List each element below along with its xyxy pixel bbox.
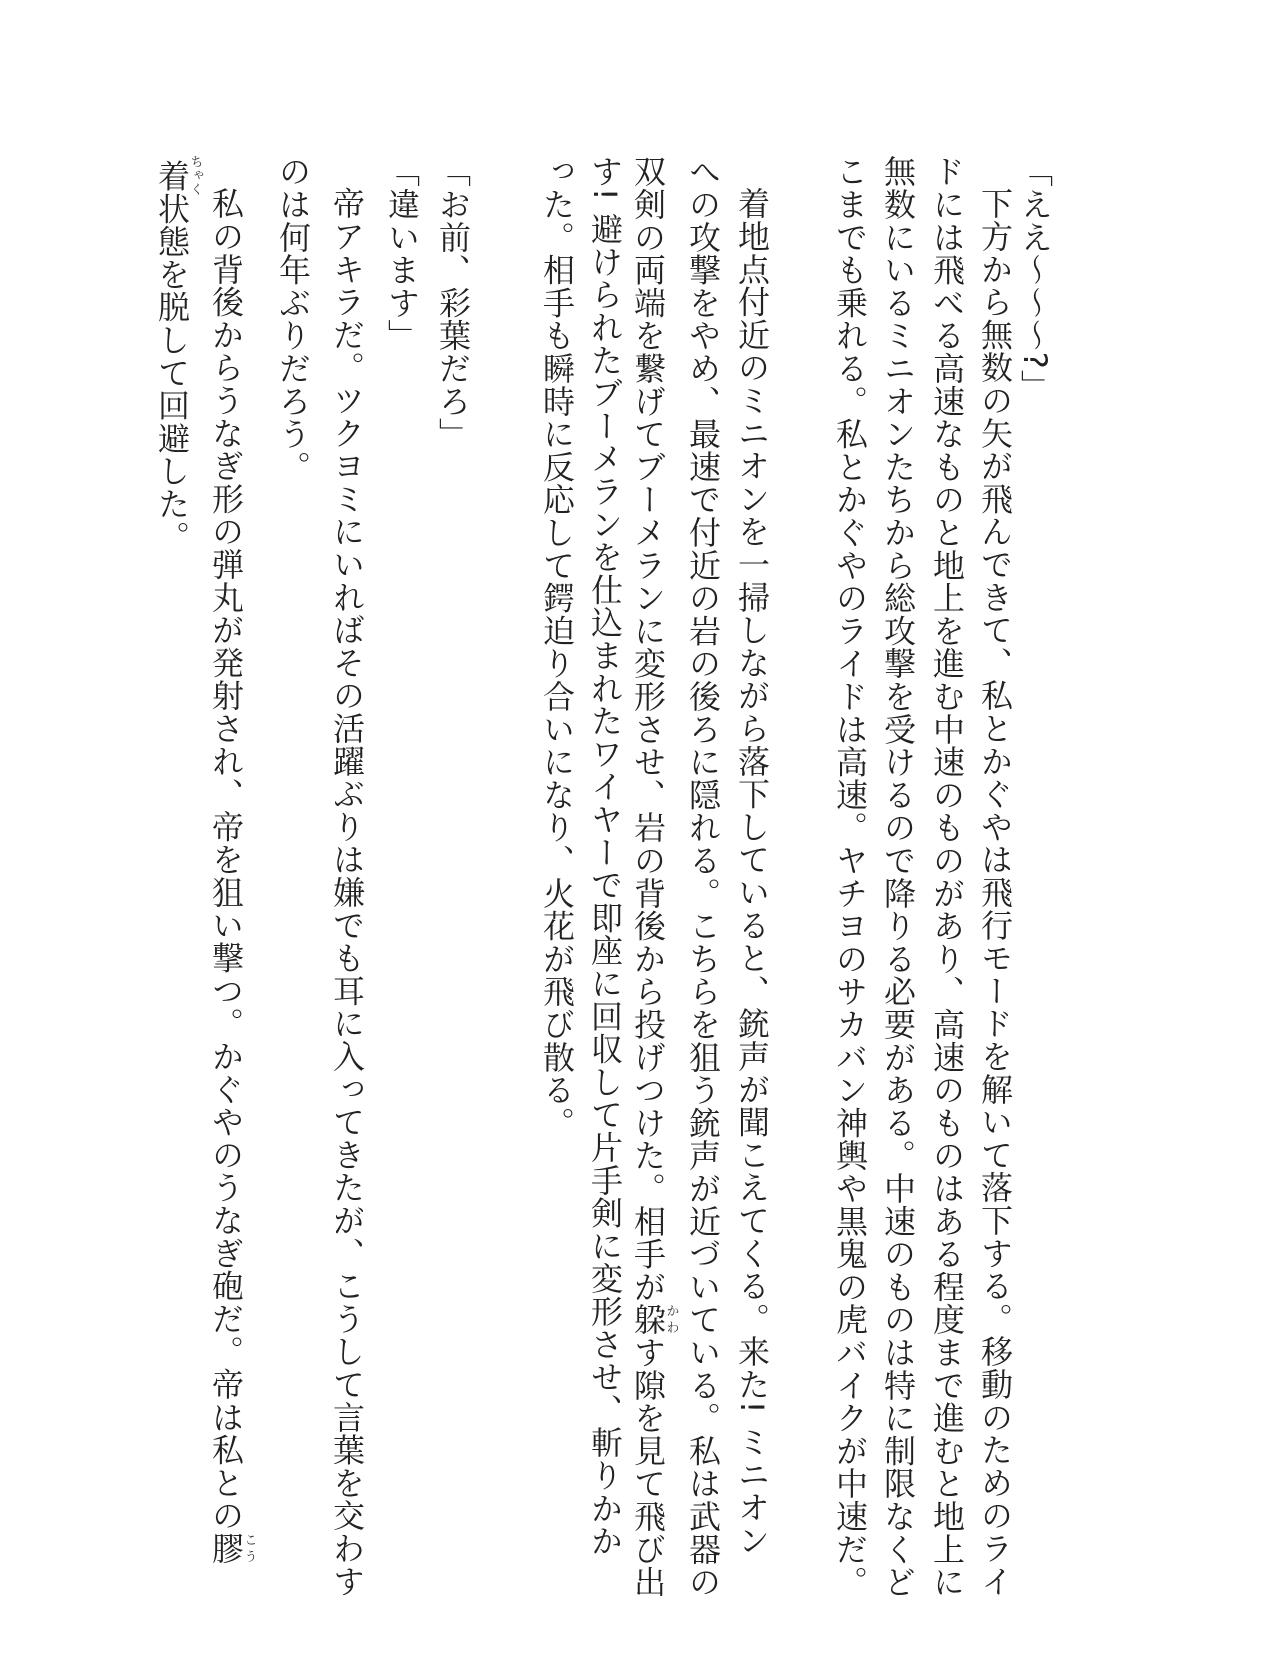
ruby-base: 躱 <box>629 1303 667 1336</box>
text-segment: 私の背後からうなぎ形の弾丸が発射され、帝を狙い撃つ。かぐやのうなぎ砲だ。帝は私との <box>207 187 245 1532</box>
text-line-2: 下方から無数の矢が飛んできて、私とかぐやは飛行モードを解いて落下する。移動のためのライ <box>976 187 1014 1598</box>
text-line-16 <box>154 155 202 553</box>
text-line-11: 「お前、彩葉だろ」 <box>434 155 472 451</box>
text-line-9: す! 避けられたブーメランを仕込まれたワイヤーで即座に回収して片手剣に変形させ、斬りかか <box>586 155 624 1558</box>
ruby-reading: ちゃく <box>187 155 203 197</box>
text-line-7: への攻撃をやめ、最速で付近の岩の後ろに隠れる。こちらを狙う銃声が近づいている。私は武器の <box>684 155 722 1599</box>
ruby-word <box>153 155 203 197</box>
text-line-1: 「ええ〜〜〜?」 <box>1016 155 1054 403</box>
text-line-3: ドには飛べる高速なものと地上を進む中速のものがあり、高速のものはある程度まで進むと地上に <box>928 155 966 1599</box>
text-line-5: こまでも乗れる。私とかぐやのライドは高速。ヤチヨのサカバン神輿や黒鬼の虎バイクが中速だ。 <box>831 155 869 1599</box>
text-line-6: 着地点付近のミニオンを一掃しながら落下していると、銃声が聞こえてくる。来た! ミニオン <box>733 187 771 1557</box>
text-line-14: のは何年ぶりだろう。 <box>274 155 312 483</box>
text-line-8 <box>630 155 678 1598</box>
text-line-13: 帝アキラだ。ツクヨミにいればその活躍ぶりは嫌でも耳に入ってきたが、こうして言葉を交わす <box>328 187 366 1598</box>
ruby-word <box>629 1303 679 1336</box>
text-segment: 双剣の両端を繋げてブーメランに変形させ、岩の背後から投げつけた。相手が <box>629 155 667 1303</box>
ruby-base: 着 <box>153 155 191 197</box>
ruby-reading: こう <box>241 1531 257 1565</box>
text-line-12: 「違います」 <box>383 155 421 352</box>
text-line-15 <box>208 187 256 1565</box>
text-segment: す隙を見て飛び出 <box>629 1335 667 1599</box>
text-line-4: 無数にいるミニオンたちから総攻撃を受けるので降りる必要がある。中速のものは特に制限なくど <box>879 155 917 1599</box>
ruby-word <box>207 1531 257 1565</box>
ruby-reading: かわ <box>663 1303 679 1336</box>
text-segment: 状態を脱して回避した。 <box>153 192 191 553</box>
text-line-10: った。相手も瞬時に反応して鍔迫り合いになり、火花が飛び散る。 <box>538 155 576 1139</box>
ruby-base: 膠 <box>207 1531 245 1565</box>
